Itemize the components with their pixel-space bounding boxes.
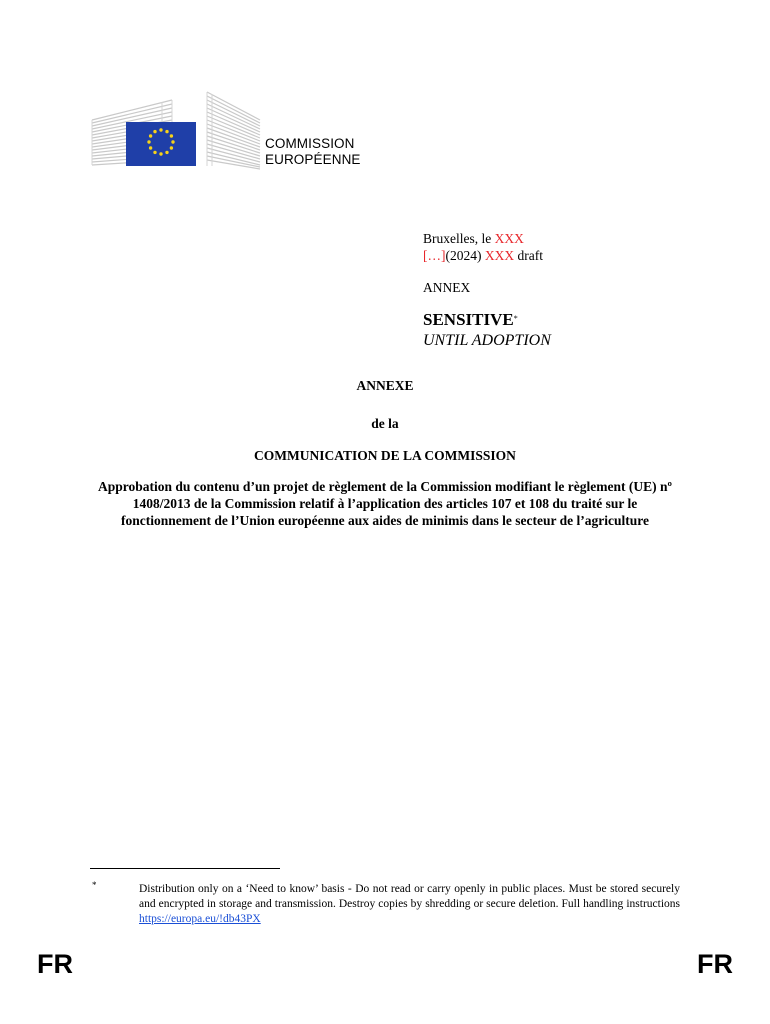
reference-placeholder: […] [423,248,446,263]
reference-year: (2024) [445,248,485,263]
institution-name-line1: COMMISSION [265,136,355,151]
footnote-text [139,882,680,927]
document-metadata [423,230,551,351]
place-prefix: Bruxelles, le [423,231,495,246]
sensitivity-label: SENSITIVE [423,310,514,329]
reference-suffix: draft [514,248,543,263]
institution-name-line2: EUROPÉENNE [265,152,361,167]
footnote-mark: * [92,880,97,890]
communication-title: COMMUNICATION DE LA COMMISSION [254,448,516,463]
annexe-title: ANNEXE [356,378,414,393]
annex-label: ANNEX [423,280,471,295]
language-code-left: FR [37,949,73,979]
sensitivity-footnote-mark: * [513,314,518,323]
date-line [423,230,551,247]
reference-number-placeholder: XXX [484,248,515,263]
sensitivity-marking [423,309,551,330]
handling-instructions-link[interactable]: https://europa.eu/!db43PX [139,913,261,925]
reference-line [423,247,551,264]
ec-building-flag-graphic [90,90,270,170]
european-commission-logo [90,90,270,170]
footnote-divider [90,868,280,869]
document-subject: Approbation du contenu d’un projet de règlement de la Commission modifiant le règlement (UE) nº 1408/2013 de la Commission relatif à l’application des articles 107 et 108 du traité sur le fonctionnement de l’Union européenne aux aides de minimis dans le secteur de l’agriculture [98,479,672,528]
footnote-body: Distribution only on a ‘Need to know’ basis - Do not read or carry openly in public places. Must be stored securely and encrypted in storage and transmission. Destroy copies by shredding or secure deletion. Full handling instructions [139,883,680,910]
date-placeholder: XXX [494,231,524,246]
language-code-right: FR [697,949,733,979]
institution-name [265,136,361,168]
de-la-text: de la [371,416,399,431]
until-adoption-label: UNTIL ADOPTION [423,332,551,349]
